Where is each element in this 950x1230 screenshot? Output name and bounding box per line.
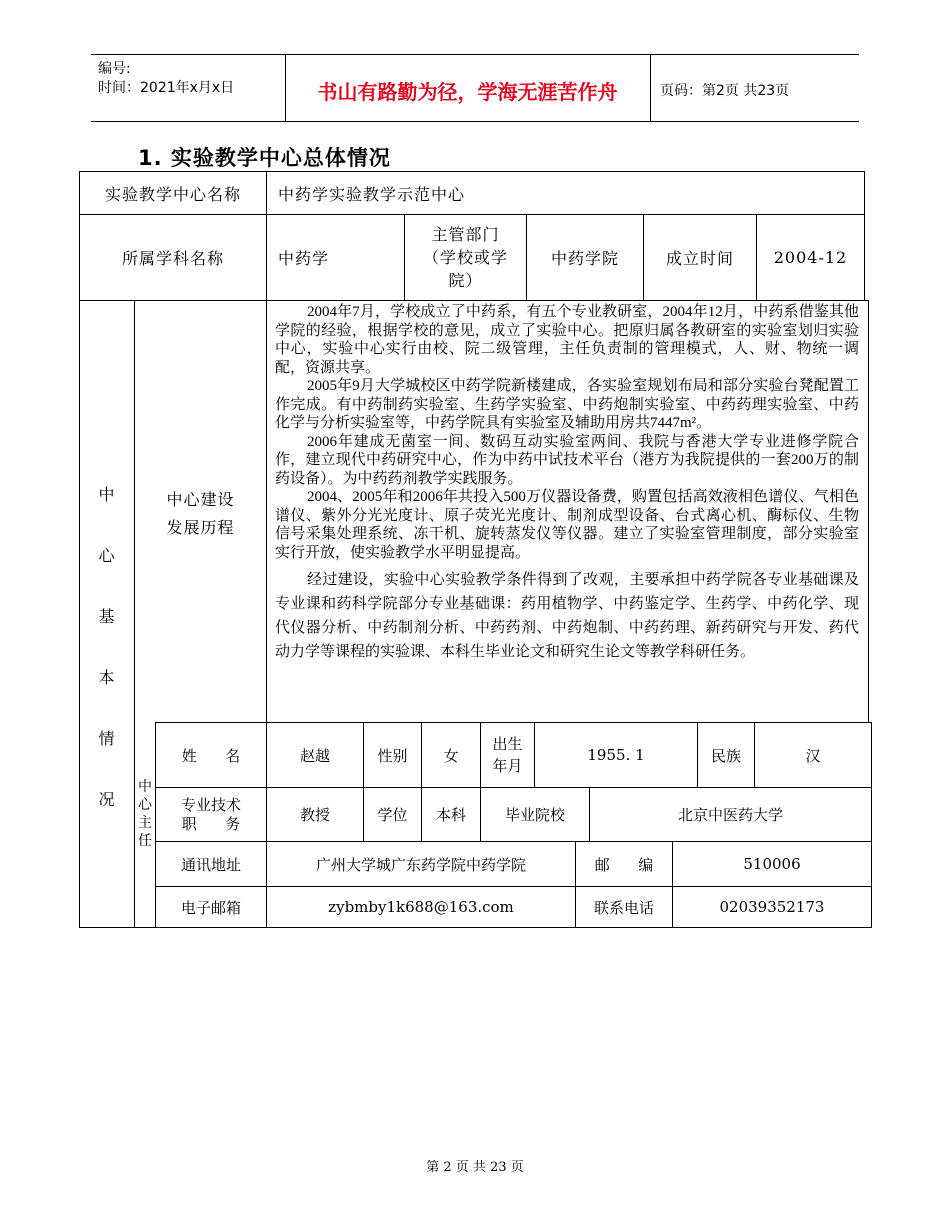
email-value: zybmby1k688@163.com xyxy=(328,898,514,916)
dept-label-line2: （学校或学 xyxy=(422,248,508,267)
header-motto: 书山有路勤为径，学海无涯苦作舟 xyxy=(317,80,618,104)
history-paragraph: 2004年7月，学校成立了中药系，有五个专业教研室，2004年12月，中药系借鉴其他学院的经验，根据学校的意见，成立了实验中心。把原归属各教研室的实验室划归实验中心，实验中心实行由校、院二级管理，主任负责制的管理模式，人、财、物统一调配，资源共享。 xyxy=(275,304,859,376)
title-value: 教授 xyxy=(299,806,330,824)
director-char: 任 xyxy=(138,833,152,849)
history-paragraph: 2004、2005年和2006年共投入500万仪器设备费，购置包括高效液相色谱仪、气相色谱仪、紫外分光光度计、原子荧光光度计、制剂成型设备、台式离心机、酶标仪、生物信号采集处理系统、冻干机、旋转蒸发仪等仪器。建立了实验室管理制度，部分实验室实行开放，使实验教学水平明显提高。 xyxy=(275,489,859,561)
dept-label-line1: 主管部门 xyxy=(431,225,500,244)
page-info: 页码：第2页 共23页 xyxy=(660,83,790,99)
history-paragraph: 2006年建成无菌室一间、数码互动实验室两间、我院与香港大学专业进修学院合作，建立现代中药研究中心，作为中药中试技术平台（港方为我院提供的一套200万的制药设备）。为中药药剂教学实践服务。 xyxy=(275,433,859,487)
basic-info-char: 基 xyxy=(98,607,116,626)
discipline-label: 所属学科名称 xyxy=(121,249,224,268)
founded-value: 2004-12 xyxy=(773,248,848,267)
birth-label xyxy=(481,723,534,787)
name-value: 赵越 xyxy=(299,746,330,765)
dept-label xyxy=(405,215,526,300)
founded-label: 成立时间 xyxy=(665,249,734,268)
dept-value: 中药学院 xyxy=(550,249,619,268)
center-name-label: 实验教学中心名称 xyxy=(104,184,241,204)
header-top-rule xyxy=(91,54,859,55)
degree-label: 学位 xyxy=(377,806,408,824)
basic-info-char: 中 xyxy=(98,485,116,504)
birth-label-line2: 年月 xyxy=(492,757,523,775)
summary-paragraph: 经过建设，实验中心实验教学条件得到了改观，主要承担中药学院各专业基础课及专业课和药科学院部分专业基础课：药用植物学、中药鉴定学、生药学、中药化学、现代仪器分析、中药制剂分析、中药药剂、中药炮制、中药药理、新药研究与开发、药代动力学等课程的实验课、本科生毕业论文和研究生论文等教学科研任务。 xyxy=(275,572,859,660)
name-label: 姓 名 xyxy=(181,746,241,765)
document-time-label: 时间：2021年x月x日 xyxy=(98,80,235,96)
postcode-value: 510006 xyxy=(743,855,801,873)
director-char: 中 xyxy=(138,779,152,795)
basic-info-char: 心 xyxy=(98,546,116,565)
director-char: 主 xyxy=(138,815,152,831)
basic-info-char: 本 xyxy=(98,668,116,687)
phone-label: 联系电话 xyxy=(593,898,654,917)
history-label xyxy=(135,486,266,542)
discipline-value: 中药学 xyxy=(278,249,330,268)
postcode-label: 邮 编 xyxy=(594,855,654,874)
school-label: 毕业院校 xyxy=(504,806,565,824)
document-number-label: 编号: xyxy=(98,61,131,77)
director-char: 心 xyxy=(138,797,152,813)
basic-info-char: 情 xyxy=(98,729,116,748)
title-label xyxy=(156,788,266,841)
gender-value: 女 xyxy=(443,746,459,765)
birth-label-line1: 出生 xyxy=(492,735,523,753)
history-label-line1: 中心建设 xyxy=(166,490,235,509)
email-label: 电子邮箱 xyxy=(180,898,241,917)
center-name-value: 中药学实验教学示范中心 xyxy=(278,184,466,204)
school-value: 北京中医药大学 xyxy=(677,806,783,824)
ethnicity-label: 民族 xyxy=(710,746,741,765)
ethnicity-value: 汉 xyxy=(805,746,821,765)
history-label-line2: 发展历程 xyxy=(166,518,235,537)
director-label xyxy=(135,778,155,850)
address-label: 通讯地址 xyxy=(180,855,241,874)
address-value: 广州大学城广东药学院中药学院 xyxy=(315,855,526,874)
title-label-line2: 职 务 xyxy=(181,814,241,833)
dept-label-line3: 院） xyxy=(448,271,483,290)
header-bottom-rule xyxy=(91,121,859,122)
basic-info-char: 况 xyxy=(98,790,116,809)
history-text xyxy=(275,303,859,664)
gender-label: 性别 xyxy=(377,746,408,765)
header-divider-right xyxy=(650,54,651,121)
phone-value: 02039352173 xyxy=(719,898,825,916)
title-label-line1: 专业技术 xyxy=(180,795,241,814)
birth-value: 1955. 1 xyxy=(587,746,645,764)
degree-value: 本科 xyxy=(435,806,466,824)
page-footer: 第 2 页 共 23 页 xyxy=(426,1160,524,1175)
basic-info-label xyxy=(80,482,134,810)
section-title: 1. 实验教学中心总体情况 xyxy=(138,146,391,170)
history-paragraph: 2005年9月大学城校区中药学院新楼建成，各实验室规划布局和部分实验台凳配置工作完成。有中药制药实验室、生药学实验室、中药炮制实验室、中药药理实验室、中药化学与分析实验室等，中药学院具有实验室及辅助用房共7447m²。 xyxy=(275,378,859,431)
